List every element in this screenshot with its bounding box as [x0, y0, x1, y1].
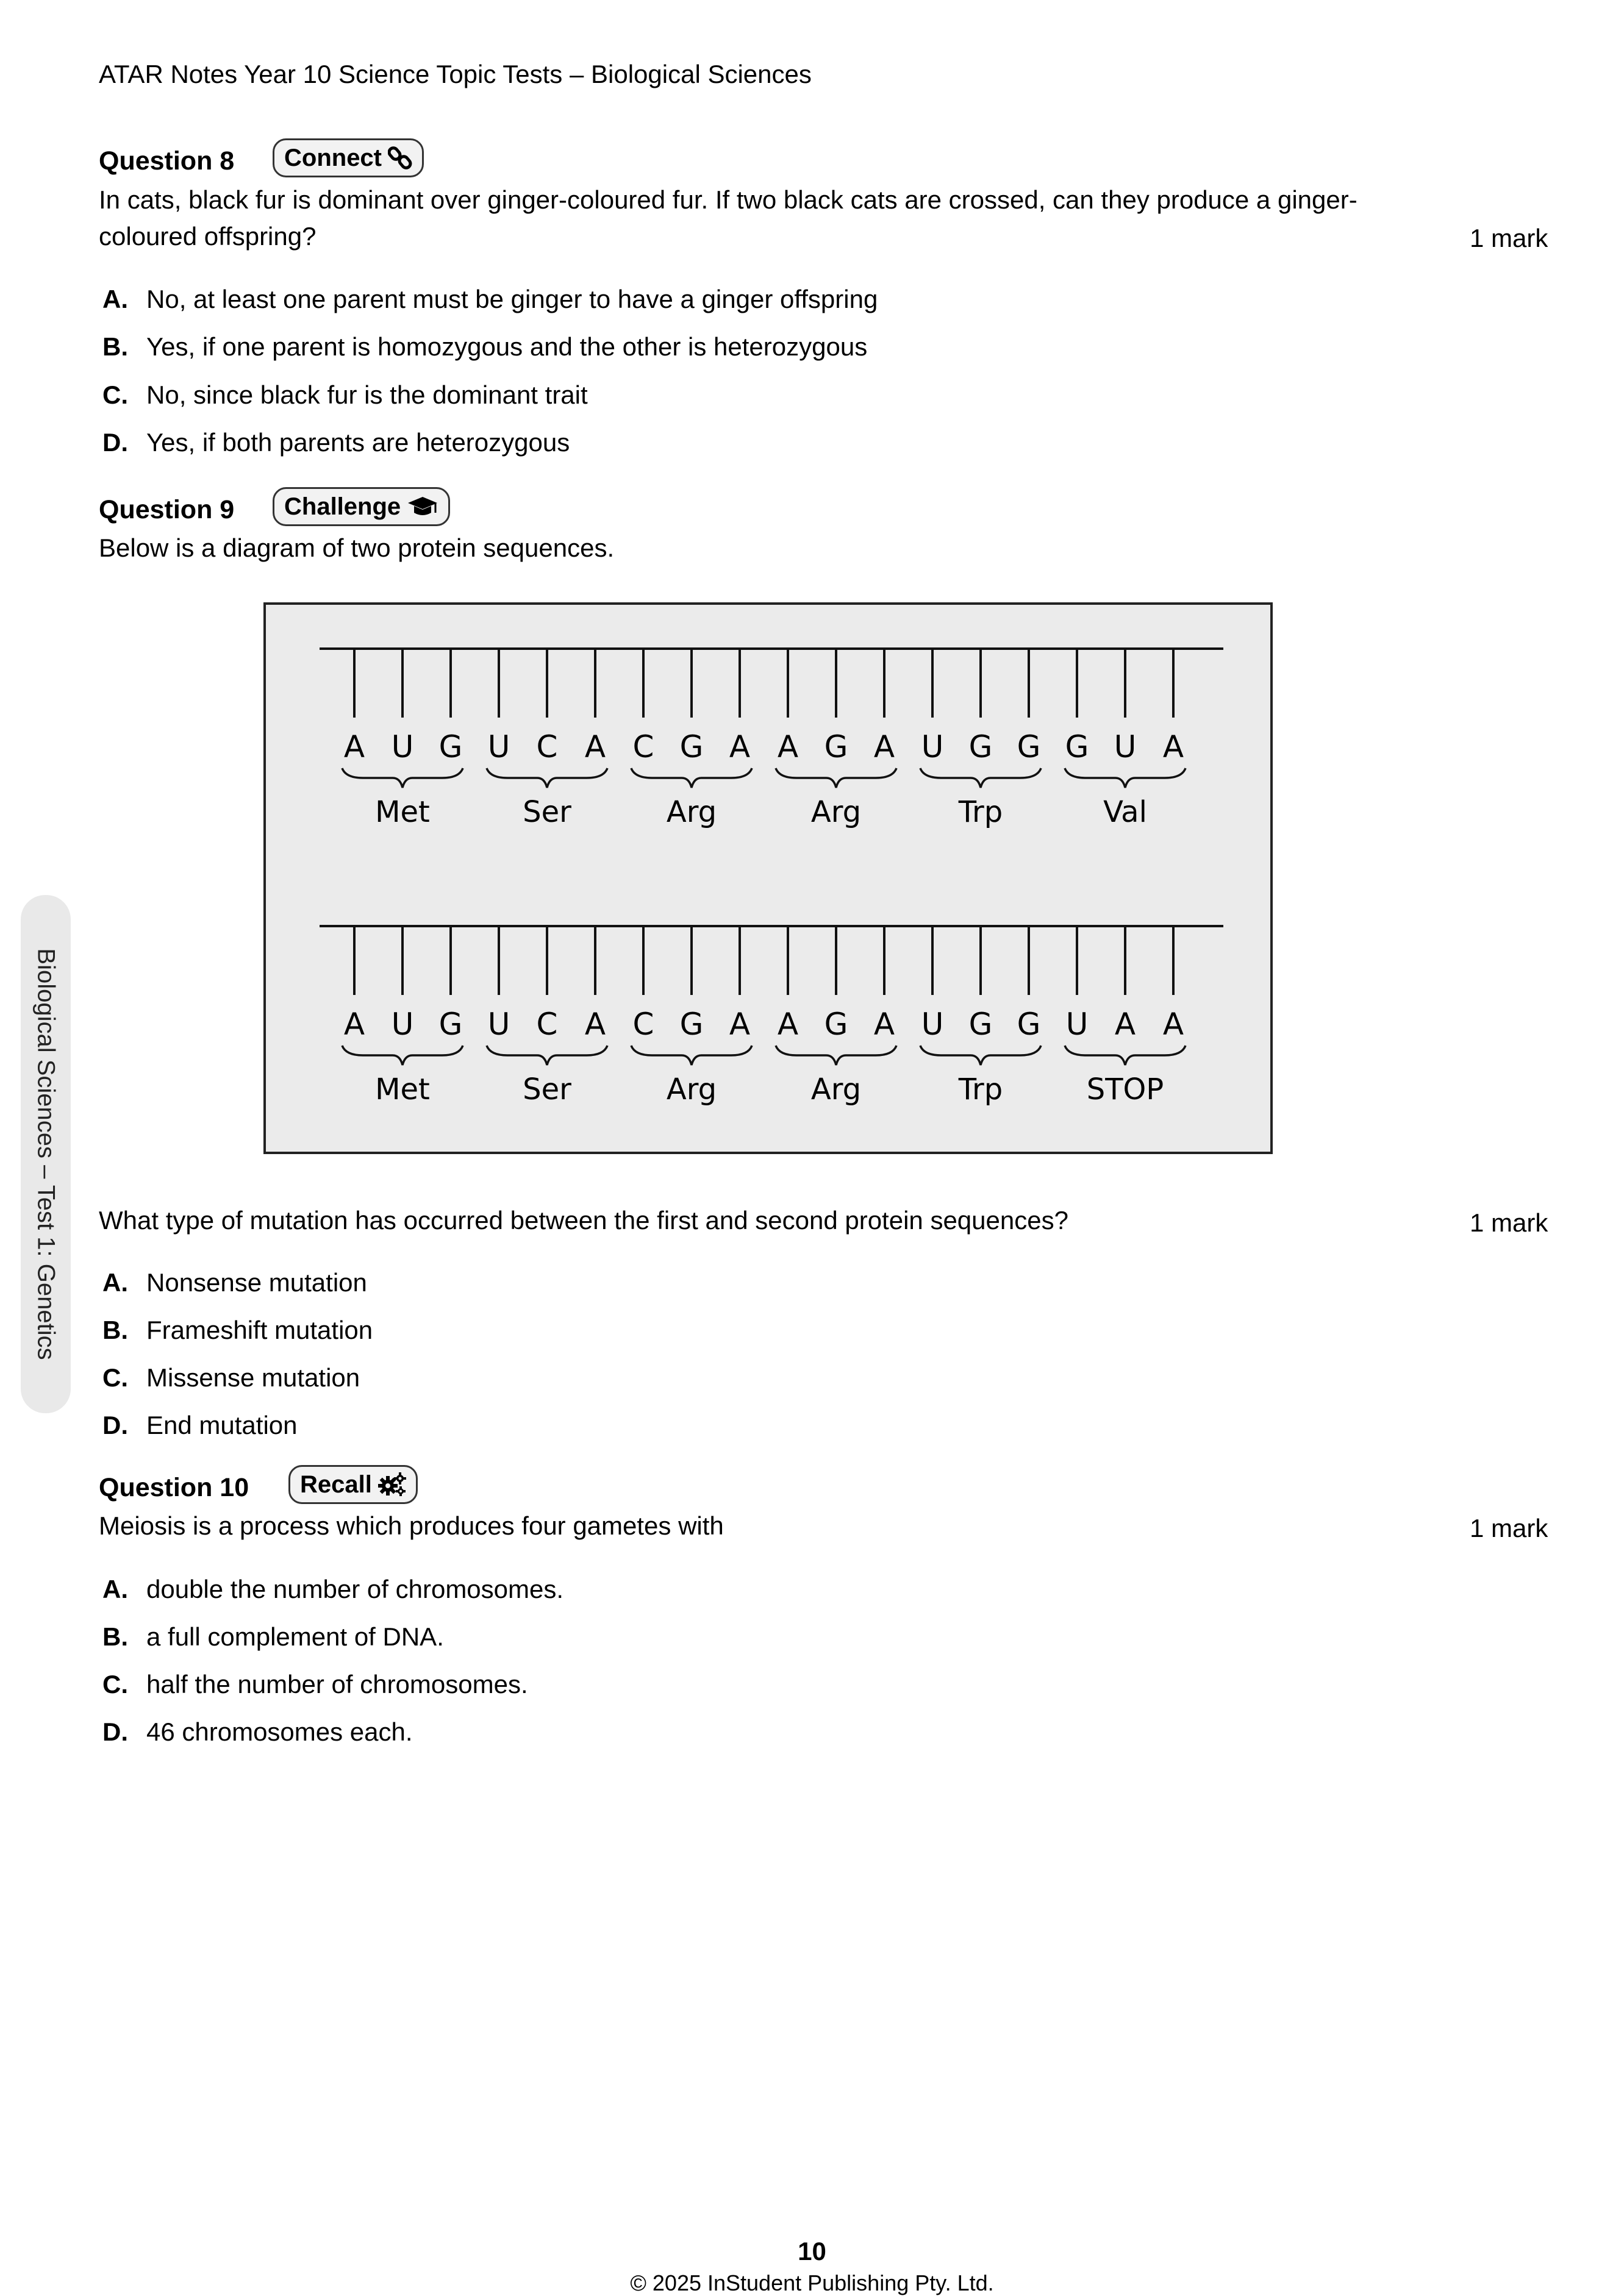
- option-letter: D.: [102, 1717, 128, 1746]
- base-label: A: [1162, 1007, 1184, 1042]
- question-10-option-a[interactable]: [99, 1575, 563, 1604]
- option-letter: B.: [102, 1622, 128, 1651]
- question-8-stem: [99, 182, 1562, 255]
- page-number: 10: [798, 2237, 826, 2266]
- option-letter: B.: [102, 332, 128, 361]
- option-text: Frameshift mutation: [146, 1316, 373, 1344]
- codon-brace: [1065, 768, 1186, 788]
- option-text: No, since black fur is the dominant trait: [146, 380, 588, 409]
- question-8-option-c[interactable]: [99, 380, 588, 410]
- option-letter: C.: [102, 1363, 128, 1392]
- base-label: A: [584, 729, 606, 765]
- question-8-option-b[interactable]: [99, 332, 867, 362]
- base-label: A: [343, 729, 365, 765]
- option-letter: A.: [102, 1575, 128, 1603]
- base-label: G: [968, 1007, 993, 1042]
- base-label: A: [873, 1007, 895, 1042]
- option-letter: D.: [102, 1411, 128, 1439]
- question-8-option-d[interactable]: [99, 428, 570, 457]
- badge-label: Recall: [300, 1471, 372, 1498]
- question-10-mark: 1 mark: [1470, 1514, 1548, 1542]
- base-label: G: [1017, 729, 1041, 765]
- amino-acid-label: Val: [1103, 795, 1147, 829]
- base-label: G: [679, 1007, 704, 1042]
- base-label: G: [824, 729, 848, 765]
- question-9-title: Question 9: [99, 495, 235, 524]
- question-10-stem: Meiosis is a process which produces four gametes with: [99, 1511, 724, 1540]
- option-text: a full complement of DNA.: [146, 1622, 444, 1651]
- question-9-option-b[interactable]: [99, 1316, 373, 1345]
- codon-brace: [631, 768, 752, 788]
- question-9-stem: What type of mutation has occurred between the first and second protein sequences?: [99, 1206, 1068, 1235]
- codon-brace: [342, 1046, 463, 1065]
- question-8-stem-line-1: In cats, black fur is dominant over ginger-coloured fur. If two black cats are crossed, can they produce a ginger-: [99, 185, 1358, 214]
- side-tab-label: Biological Sciences – Test 1: Genetics: [32, 948, 60, 1360]
- codon-brace: [920, 1046, 1041, 1065]
- option-text: double the number of chromosomes.: [146, 1575, 564, 1603]
- base-label: U: [487, 1007, 510, 1042]
- option-letter: D.: [102, 428, 128, 457]
- amino-acid-label: Arg: [810, 795, 862, 829]
- amino-acid-label: Arg: [810, 1072, 862, 1107]
- protein-sequence-diagram: [263, 602, 1273, 1154]
- amino-acid-label: Ser: [523, 1072, 571, 1107]
- codon-brace: [1065, 1046, 1186, 1065]
- amino-acid-label: Met: [375, 1072, 430, 1107]
- copyright: © 2025 InStudent Publishing Pty. Ltd.: [630, 2270, 994, 2295]
- codon-brace: [487, 768, 607, 788]
- codon-brace: [487, 1046, 607, 1065]
- base-label: U: [487, 729, 510, 765]
- question-9-option-c[interactable]: [99, 1363, 360, 1392]
- base-label: C: [632, 1007, 654, 1042]
- codon-brace: [776, 1046, 896, 1065]
- gears-icon: [378, 1472, 406, 1497]
- base-label: G: [1065, 729, 1089, 765]
- base-label: A: [729, 729, 751, 765]
- question-8-stem-line-2: coloured offspring?: [99, 222, 317, 251]
- base-label: G: [438, 1007, 463, 1042]
- question-9-badge: [273, 487, 450, 526]
- codon-brace: [920, 768, 1041, 788]
- base-label: G: [679, 729, 704, 765]
- base-label: G: [968, 729, 993, 765]
- base-label: C: [632, 729, 654, 765]
- question-10-title: Question 10: [99, 1473, 249, 1502]
- option-text: No, at least one parent must be ginger to have a ginger offspring: [146, 285, 878, 313]
- sequence-1: [320, 649, 1223, 829]
- base-label: G: [824, 1007, 848, 1042]
- base-label: C: [536, 729, 558, 765]
- base-label: A: [1162, 729, 1184, 765]
- option-text: Yes, if one parent is homozygous and the other is heterozygous: [146, 332, 868, 361]
- question-10-option-d[interactable]: [99, 1717, 413, 1747]
- badge-label: Challenge: [284, 493, 401, 520]
- sequence-2: [320, 926, 1223, 1107]
- base-label: A: [777, 729, 799, 765]
- option-letter: A.: [102, 285, 128, 313]
- amino-acid-label: Met: [375, 795, 430, 829]
- amino-acid-label: Ser: [523, 795, 571, 829]
- option-text: Yes, if both parents are heterozygous: [146, 428, 570, 457]
- codon-brace: [342, 768, 463, 788]
- base-label: U: [1065, 1007, 1089, 1042]
- amino-acid-label: Arg: [666, 795, 717, 829]
- codon-brace: [776, 768, 896, 788]
- base-label: U: [921, 729, 944, 765]
- base-label: U: [391, 729, 414, 765]
- base-label: A: [873, 729, 895, 765]
- option-text: 46 chromosomes each.: [146, 1717, 413, 1746]
- amino-acid-label: STOP: [1086, 1072, 1164, 1107]
- option-letter: C.: [102, 1670, 128, 1699]
- question-8-mark: 1 mark: [1470, 224, 1548, 252]
- option-text: End mutation: [146, 1411, 298, 1439]
- option-text: Missense mutation: [146, 1363, 360, 1392]
- link-icon: [388, 146, 412, 170]
- amino-acid-label: Arg: [666, 1072, 717, 1107]
- base-label: U: [921, 1007, 944, 1042]
- base-label: G: [1017, 1007, 1041, 1042]
- base-label: A: [584, 1007, 606, 1042]
- base-label: G: [438, 729, 463, 765]
- question-10-option-c[interactable]: [99, 1670, 528, 1699]
- amino-acid-label: Trp: [958, 795, 1003, 829]
- base-label: U: [391, 1007, 414, 1042]
- option-text: half the number of chromosomes.: [146, 1670, 528, 1699]
- amino-acid-label: Trp: [958, 1072, 1003, 1107]
- option-letter: A.: [102, 1268, 128, 1297]
- option-letter: B.: [102, 1316, 128, 1344]
- base-label: A: [343, 1007, 365, 1042]
- question-10-option-b[interactable]: [99, 1622, 444, 1652]
- question-8-badge: [273, 138, 424, 177]
- option-text: Nonsense mutation: [146, 1268, 367, 1297]
- codon-brace: [631, 1046, 752, 1065]
- question-9-mark: 1 mark: [1470, 1208, 1548, 1237]
- question-8-option-a[interactable]: [99, 285, 878, 314]
- base-label: C: [536, 1007, 558, 1042]
- base-label: A: [777, 1007, 799, 1042]
- question-10-badge: [288, 1465, 418, 1504]
- base-label: A: [1114, 1007, 1136, 1042]
- badge-label: Connect: [284, 144, 382, 171]
- base-label: A: [729, 1007, 751, 1042]
- graduation-cap-icon: [407, 494, 438, 519]
- option-letter: C.: [102, 380, 128, 409]
- sequence-svg: [266, 605, 1270, 1152]
- question-8-title: Question 8: [99, 146, 235, 176]
- question-9-option-d[interactable]: [99, 1411, 298, 1440]
- question-9-option-a[interactable]: [99, 1268, 367, 1297]
- question-9-intro: Below is a diagram of two protein sequences.: [99, 533, 615, 562]
- running-header: ATAR Notes Year 10 Science Topic Tests – Biological Sciences: [99, 60, 812, 88]
- base-label: U: [1114, 729, 1137, 765]
